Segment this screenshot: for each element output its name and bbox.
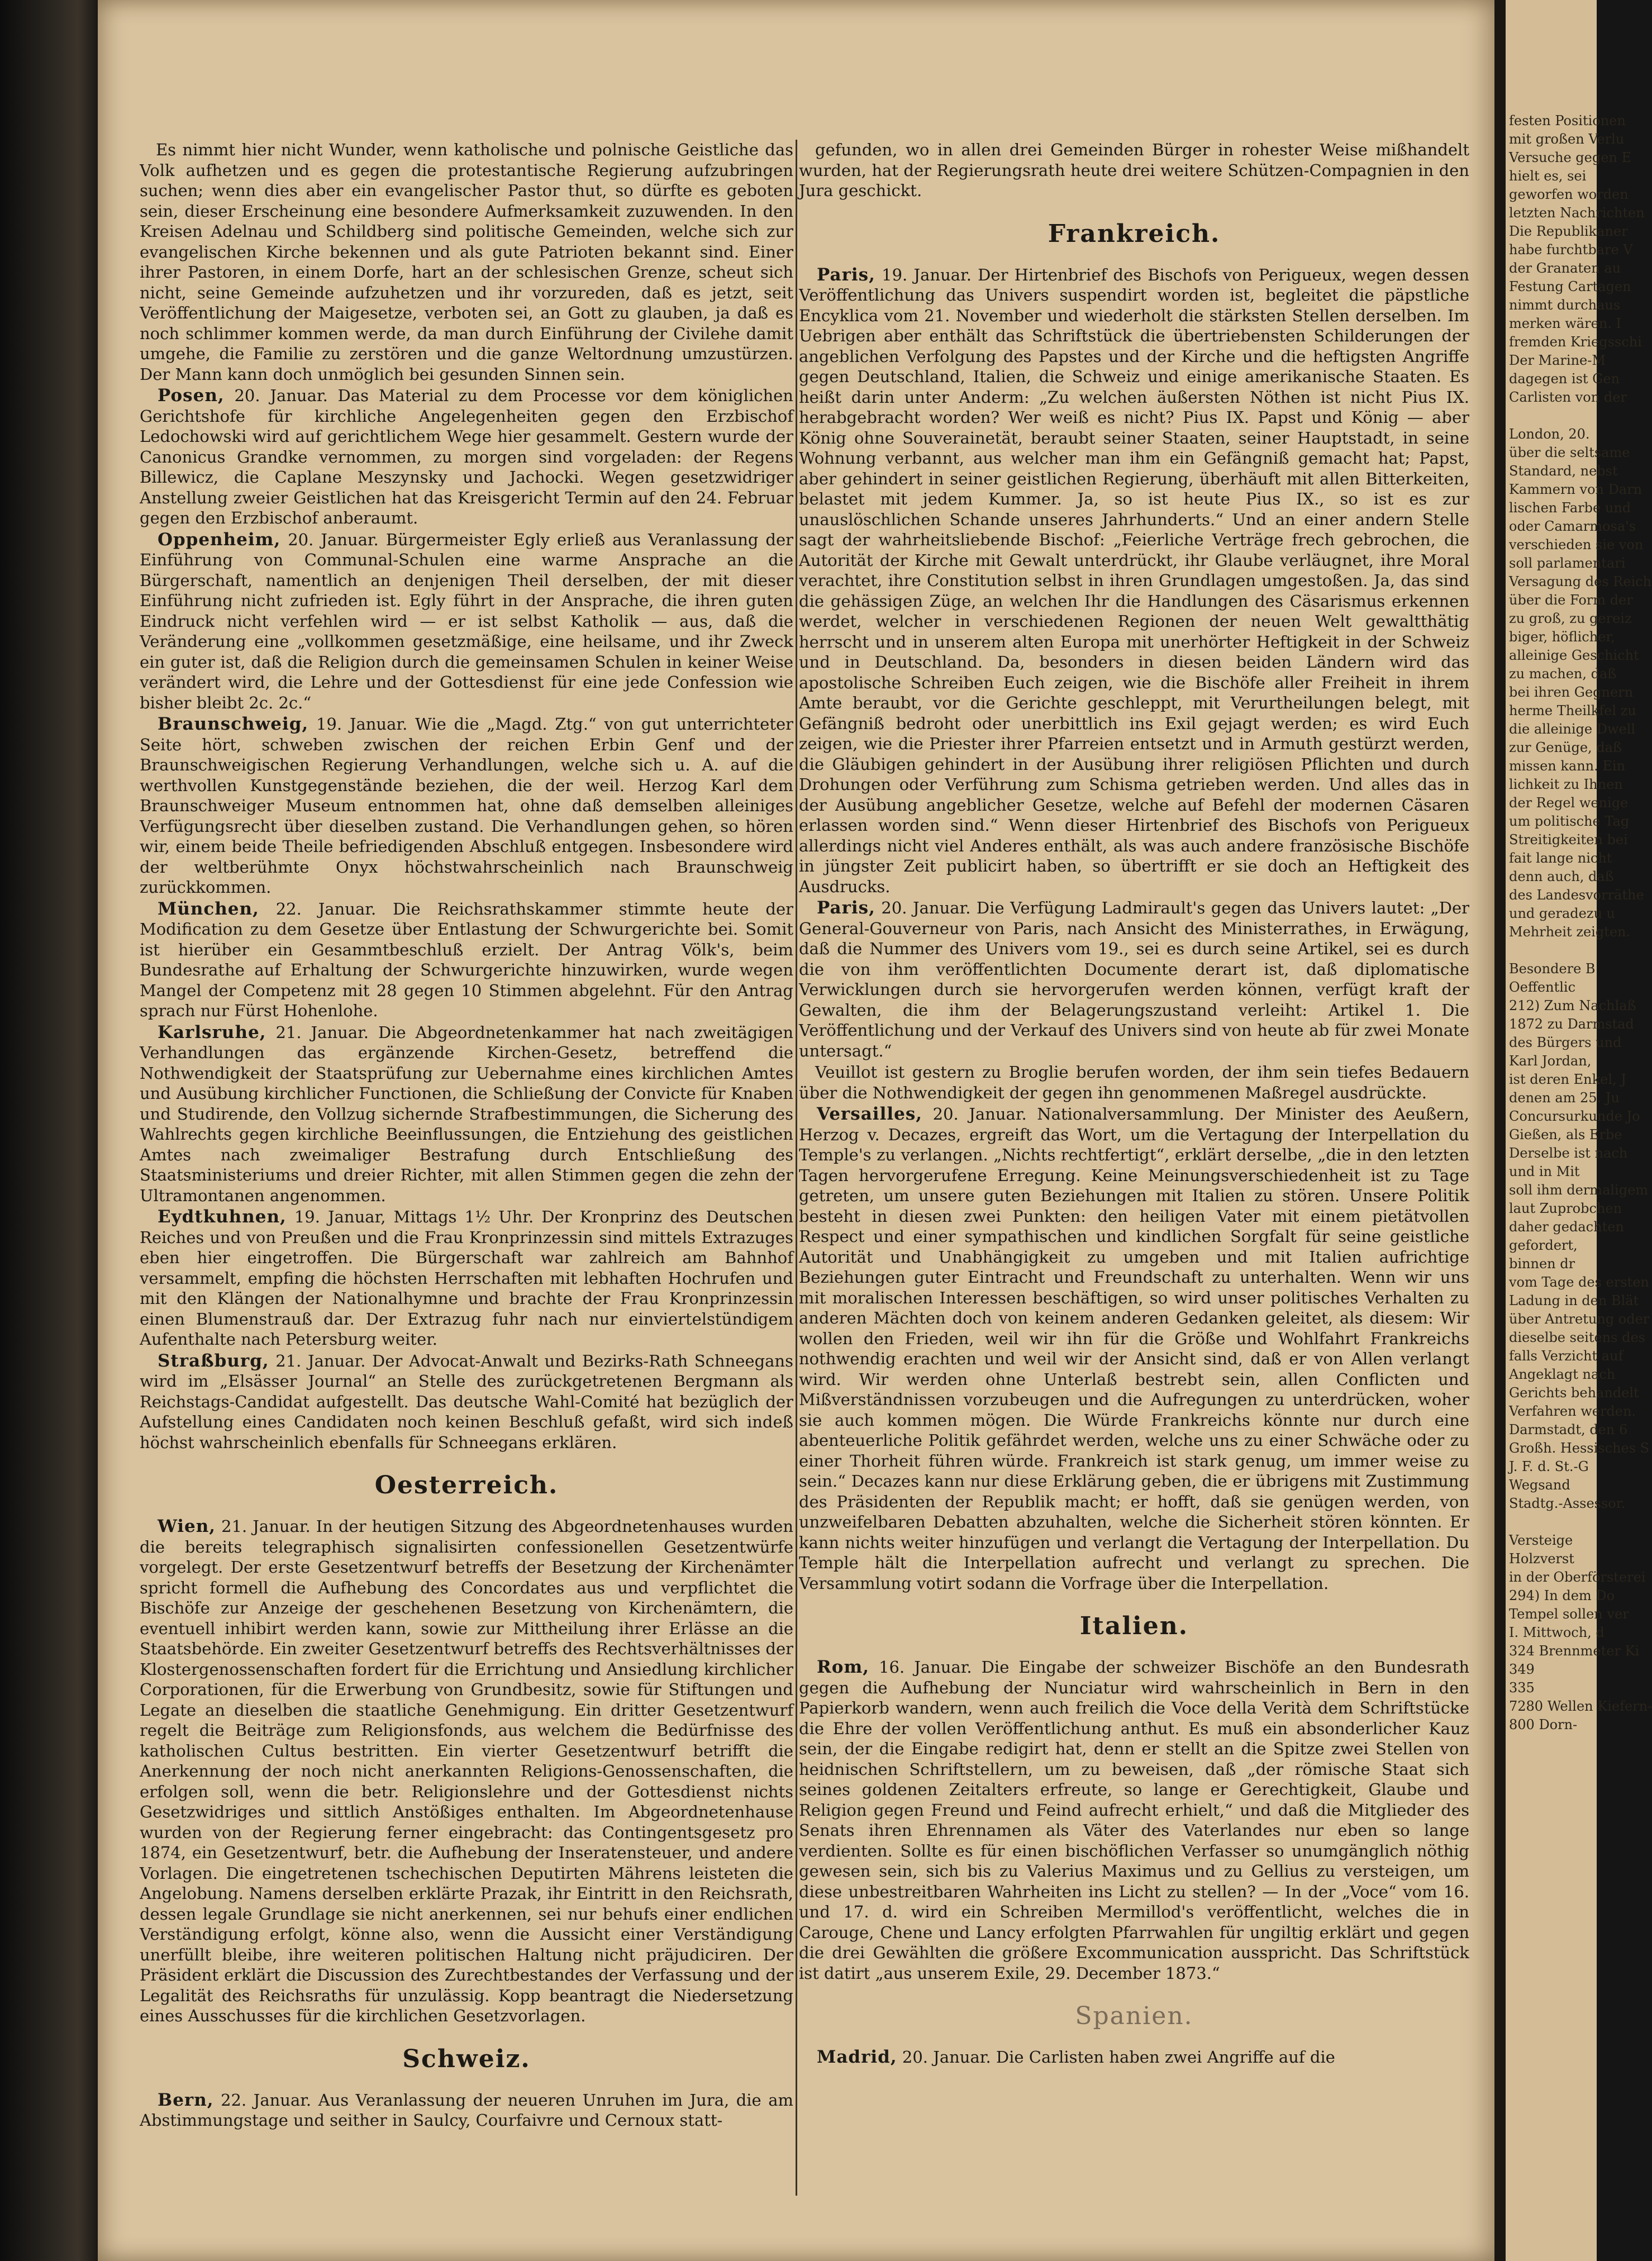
facing-page-line: Versagung des Reich	[1509, 574, 1652, 589]
section-heading: Spanien.	[1075, 2002, 1193, 2030]
facing-page-line: merken wären. I	[1509, 316, 1621, 331]
facing-page-line: nimmt durchaus	[1509, 297, 1621, 313]
news-article	[140, 2090, 793, 2131]
article-body: 21. Januar. Der Advocat-Anwalt und Bezirks-Rath Schneegans wird im „Elsässer Journal“ an Stelle des zurückgetretenen Bergmann als Reichstags-Candidat aufgestellt. Das deutsche Wahl-Comité hat bezüglich der Aufstellung eines Candidaten noch keinen Beschluß gefaßt, wird sich indeß höchst wahrscheinlich ebenfalls für Schneegans erklären.	[140, 1351, 793, 1452]
facing-page-line: herme Theilkfel zu	[1509, 703, 1636, 718]
facing-page-line: Angeklagt nach	[1509, 1367, 1616, 1382]
facing-page-line: Holzverst	[1509, 1551, 1574, 1567]
facing-page-line: Wegsand	[1509, 1477, 1570, 1493]
facing-page-line: missen kann. Ein	[1509, 758, 1626, 774]
article-body: 20. Januar. Das Material zu dem Processe vor dem königlichen Gerichtshofe für kirchliche Angelegenheiten gegen den Erzbischof Ledochowski wird auf gerichtlichem Wege hier gesammelt. Gestern wurde der Canonicus Grandke vernommen, zu morgen sind vorgeladen: der Regens Billewicz, die Caplane Meszynsky und Jachocki. Wegen gesetzwidriger Anstellung zweier Geistlichen hat das Kreisgericht Termin auf den 24. Februar gegen den Erzbischof anberaumt.	[140, 386, 793, 527]
facing-page-line: Gerichts behandelt	[1509, 1385, 1639, 1401]
article-body: 22. Januar. Aus Veranlassung der neueren Unruhen im Jura, die am Abstimmungstage und seither in Saulcy, Courfaivre und Cernoux statt-	[140, 2090, 793, 2130]
article-body: 21. Januar. In der heutigen Sitzung des Abgeordnetenhauses wurden die bereits telegraphisch signalisirten confessionellen Gesetzentwürfe vorgelegt. Der erste Gesetzentwurf betreffs der Besetzung der Kirchenämter spricht formell die Aufhebung des Concordates aus und verpflichtet die Bischöfe zur Anzeige der geschehenen Besetzung von Kirchenämtern, die eventuell inhibirt werden kann, sowie zur Mittheilung ihrer Erlässe an die Staatsbehörde. Ein zweiter Gesetzentwurf betreffs des Rechtsverhältnisses der Klostergenossenschaften fordert für die Errichtung und Ansiedlung kirchlicher Corporationen, für die Erwerbung von Grundbesitz, sowie für Stiftungen und Legate an dieselben die staatliche Genehmigung. Ein dritter Gesetzentwurf regelt die Beiträge zum Religionsfonds, aus welchem die Bedürfnisse des katholischen Cultus bestritten. Ein vierter Gesetzentwurf betrifft die Anerkennung der noch nicht anerkannten Religions-Genossenschaften, die erfolgen soll, wenn die betr. Religionslehre und der Gottesdienst nichts Gesetzwidriges und sittlich Anstößiges enthalten. Im Abgeordnetenhause wurden von der Regierung ferner eingebracht: das Contingentsgesetz pro 1874, ein Gesetzentwurf, betr. die Aufhebung der Inseratensteuer, und andere Vorlagen. Die eingetretenen tschechischen Deputirten Mährens leisteten die Angelobung. Namens derselben erklärte Prazak, ihr Eintritt in den Reichsrath, dessen legale Grundlage sie nicht anerkennen, sei nur behufs einer endlichen Verständigung erfolgt, könne also, wenn die Aussicht einer Verständigung unerfüllt bleibe, ihre weiteren politischen Haltung nicht präjudiciren. Der Präsident erklärt die Discussion des Zurechtbestandes der Verfassung und der Legalität des Reichsraths für unzulässig. Kopp beantragt die Niedersetzung eines Ausschusses für die kirchlichen Gesetzvorlagen.	[140, 1517, 793, 2025]
facing-page-line: falls Verzicht auf	[1509, 1348, 1624, 1364]
article-dateline: Rom,	[799, 1657, 870, 1677]
facing-page-line: lichkeit zu Ihnen	[1509, 777, 1623, 792]
facing-page-line: vom Tage des ersten	[1509, 1274, 1649, 1290]
facing-page-line: Standard, nebst	[1509, 463, 1618, 479]
facing-page-line: zur Genüge, daß	[1509, 740, 1622, 755]
facing-page-line: geworfen worden	[1509, 187, 1629, 202]
facing-page-line: hielt es, sei	[1509, 168, 1587, 184]
facing-page-line: Oeffentlic	[1509, 979, 1576, 995]
facing-page-line: London, 20.	[1509, 426, 1590, 442]
article-dateline: Versailles,	[799, 1104, 923, 1124]
article-body: 21. Januar. Die Abgeordnetenkammer hat nach zweitägigen Verhandlungen das ergänzende Kirchen-Gesetz, betreffend die Nothwendigkeit der Staatsprüfung zur Uebernahme eines kirchlichen Amtes und Ausübung kirchlicher Functionen, die Schließung der Convicte für Knaben und Studirende, den Vollzug sichernde Strafbestimmungen, die Sicherung des Wahlrechts gegen kirchliche Beeinflussungen, die Entziehung des geistlichen Amtes nach zweimaliger Bestrafung durch Entschließung des Staatsministeriums und dreier Richter, mit allen Stimmen gegen die zehn der Ultramontanen angenommen.	[140, 1022, 793, 1205]
article-dateline: München,	[140, 898, 259, 919]
facing-page-line: der Granaten au	[1509, 260, 1621, 276]
right-text-column	[799, 140, 1469, 2196]
news-article	[140, 385, 793, 529]
facing-page-line	[1509, 407, 1598, 425]
facing-page-line: denen am 25. Ju	[1509, 1090, 1620, 1106]
facing-page-line: Gießen, als Erbe	[1509, 1127, 1622, 1143]
facing-page-line: festen Positionen	[1509, 113, 1626, 128]
facing-page-line: lischen Farbe und	[1509, 500, 1631, 516]
news-article	[140, 1516, 793, 2026]
news-article	[140, 1351, 793, 1453]
news-article	[140, 899, 793, 1021]
news-article	[140, 714, 793, 898]
facing-page-line: Kammern von Darn	[1509, 482, 1643, 497]
facing-page-line: über die seltsame	[1509, 445, 1630, 460]
facing-page-line: des Bürgers und	[1509, 1035, 1622, 1050]
article-dateline: Wien,	[140, 1516, 216, 1536]
article-dateline: Braunschweig,	[140, 714, 309, 734]
paragraph: Es nimmt hier nicht Wunder, wenn katholische und polnische Geistliche das Volk aufhetzen und es gegen die protestantische Regierung aufzubringen suchen; wenn dies aber ein evangelischer Pastor thut, so dürfte es geboten sein, dieser Erscheinung eine besondere Aufmerksamkeit zuzuwenden. In den Kreisen Adelnau und Schildberg sind politische Gemeinden, welche sich zur evangelischen Kirche bekennen und als gute Patrioten bekannt sind. Einer ihrer Pastoren, in einem Dorfe, hart an der schlesischen Grenze, scheut sich nicht, seine Gemeinde aufzuhetzen und ihr vorzureden, daß es jetzt, seit Veröffentlichung der Maigesetze, verboten sei, an Gott zu glauben, ja daß es noch schlimmer kommen werde, da man durch Einführung der Civilehe damit umgehe, die Familie zu zerstören und die ganze Weltordnung umzustürzen. Der Mann kann doch unmöglich bei gesunden Sinnen sein.	[140, 140, 793, 384]
facing-page-line: Großh. Hessisches S	[1509, 1440, 1650, 1456]
article-body: 16. Januar. Die Eingabe der schweizer Bischöfe an den Bundesrath gegen die Aufhebung der Nunciatur wird wahrscheinlich in Bern in den Papierkorb wandern, wenn auch freilich die Voce della Verità dem Schriftstücke die Ehre der vollen Veröffentlichung anthut. Es muß ein absonderlicher Kauz sein, der die Eingabe redigirt hat, denn er stellt an die Spitze zwei Stellen von heidnischen Schriftstellern, um zu beweisen, daß „der römische Staat sich seines goldenen Zeitalters erfreute, so lange er Gerechtigkeit, Glaube und Religion gegen Freund und Feind aufrecht erhielt,“ und daß die Mitglieder des Senats ihren Ehrennamen als Väter des Vaterlandes nur eben so lange verdienten. Sollte es für einen bischöflichen Verfasser so unumgänglich nöthig gewesen sein, sich bis zu Valerius Maximus und zu Gellius zu versteigen, um diese unbestreitbaren Wahrheiten ins Licht zu stellen? — In der „Voce“ vom 16. und 17. d. wird ein Schreiben Mermillod's veröffentlicht, welches die in Carouge, Chene und Lancy erfolgten Pfarrwahlen für ungiltig erklärt und gegen die drei Gewählten die größere Excommunication ausspricht. Das Schriftstück ist datirt „aus unserem Exile, 29. December 1873.“	[799, 1658, 1469, 1983]
article-dateline: Paris,	[799, 898, 875, 918]
facing-page-line: ist deren Enkel, J	[1509, 1072, 1626, 1087]
facing-page-line: alleinige Geschicht	[1509, 648, 1639, 663]
facing-page-line: soll ihm dermaligem	[1509, 1182, 1649, 1198]
facing-page-line: über die Form der	[1509, 592, 1633, 608]
article-dateline: Karlsruhe,	[140, 1022, 266, 1043]
news-article	[799, 1104, 1469, 1593]
facing-page-line: Darmstadt, den 6	[1509, 1422, 1628, 1437]
paragraph: gefunden, wo in allen drei Gemeinden Bürger in rohester Weise mißhandelt wurden, hat der Regierungsrath heute drei weitere Schützen-Compagnien in den Jura geschickt.	[799, 140, 1469, 200]
article-dateline: Posen,	[140, 385, 225, 406]
facing-page-text	[1509, 112, 1652, 1734]
facing-page-line: Versteige	[1509, 1532, 1573, 1548]
facing-page-line	[1509, 941, 1598, 960]
facing-page-line: Versuche gegen E	[1509, 150, 1632, 165]
facing-page-line: Besondere B	[1509, 961, 1596, 977]
article-dateline: Bern,	[140, 2089, 214, 2110]
facing-page-line: fait lange nicht	[1509, 850, 1612, 866]
facing-page-line: verschieden sie von	[1509, 537, 1644, 553]
facing-page-line: biger, höflicher,	[1509, 629, 1615, 645]
facing-page-line: binnen dr	[1509, 1256, 1575, 1272]
article-dateline: Madrid,	[799, 2047, 897, 2067]
facing-page-line: oder Camarmosa's	[1509, 518, 1636, 534]
article-body: 19. Januar, Mittags 1½ Uhr. Der Kronprinz des Deutschen Reiches und von Preußen und die Frau Kronprinzessin sind mittels Extrazuges eben hier eingetroffen. Die Bürgerschaft war zahlreich am Bahnhof versammelt, empfing die höchsten Herrschaften mit lebhaften Hochrufen und mit den Klängen der Nationalhymne und brachte der Frau Kronprinzessin einen Blumenstrauß dar. Der Extrazug fuhr nach nur einviertelstündigem Aufenthalte nach Petersburg weiter.	[140, 1207, 793, 1349]
facing-page-line: Tempel sollen ver	[1509, 1606, 1629, 1622]
facing-page-line: zu groß, zu gereiz	[1509, 611, 1632, 626]
facing-page-line: Der Marine-M	[1509, 353, 1606, 368]
news-article	[799, 2047, 1469, 2068]
facing-page-line: des Landesvorräthe	[1509, 887, 1644, 903]
news-article	[140, 1207, 793, 1350]
left-text-column	[140, 140, 793, 2196]
facing-page-line: der Regel wenige	[1509, 795, 1629, 811]
facing-page-line: Mehrheit zeigten.	[1509, 924, 1631, 940]
facing-page-line: bei ihren Gegnern	[1509, 684, 1634, 700]
facing-page-line: über Antretung oder	[1509, 1311, 1650, 1327]
news-article	[799, 898, 1469, 1061]
section-heading: Oesterreich.	[374, 1471, 559, 1500]
article-body: 22. Januar. Die Reichsrathskammer stimmte heute der Modification zu dem Gesetze über Entlastung der Schwurgerichte bei. Somit ist hierüber ein Gesammtbeschluß erzielt. Der Antrag Völk's, beim Bundesrathe auf Erhaltung der Schwurgerichte hinzuwirken, wurde wegen Mangel der Competenz mit 28 gegen 10 Stimmen abgelehnt. Für den Antrag sprach nur Fürst Hohenlohe.	[140, 899, 793, 1020]
facing-page-line: in der Oberförsterei	[1509, 1569, 1646, 1585]
facing-page-line: mit großen Verlu	[1509, 131, 1625, 147]
news-article	[140, 1022, 793, 1206]
facing-page-line: 349	[1509, 1662, 1535, 1677]
facing-page-line: 800 Dorn-	[1509, 1717, 1578, 1732]
facing-page-line: laut Zuprobchen	[1509, 1201, 1622, 1216]
facing-page-line: um politische Tag	[1509, 813, 1630, 829]
facing-page-line	[1509, 1513, 1598, 1531]
facing-page-line: dagegen ist Gen	[1509, 371, 1620, 387]
facing-page-line: J. F. d. St.-G	[1509, 1459, 1589, 1474]
facing-page-line: zu machen, daß	[1509, 666, 1617, 682]
column-divider	[796, 140, 797, 2196]
left-binding-edge	[0, 0, 98, 2261]
news-article	[799, 265, 1469, 897]
facing-page-line: Verfahren werden.	[1509, 1403, 1636, 1419]
facing-page-line: und geradezu u	[1509, 906, 1616, 921]
facing-page-line: denn auch, daß	[1509, 869, 1614, 884]
article-body: 20. Januar. Die Carlisten haben zwei Angriffe auf die	[897, 2048, 1335, 2067]
facing-page-line: Derselbe ist nach	[1509, 1145, 1628, 1161]
facing-page-line: Carlisten von der	[1509, 389, 1627, 405]
article-dateline: Paris,	[799, 264, 875, 285]
news-article	[140, 530, 793, 713]
facing-page-line: Die Republikaner	[1509, 223, 1628, 239]
facing-page-line: fremden Kriegsschi	[1509, 334, 1642, 350]
facing-page-line: habe furchtbare V	[1509, 242, 1633, 258]
facing-page-line: Concursurkunde Jo	[1509, 1108, 1640, 1124]
article-body: 20. Januar. Nationalversammlung. Der Minister des Aeußern, Herzog v. Decazes, ergreift das Wort, um die Vertagung der Interpellation du Temple's zu verlangen. „Nichts rechtfertigt“, erklärt derselbe, „die in den letzten Tagen hervorgerufene Erregung. Keine Meinungsverschiedenheit ist zu Tage getreten, um unsere guten Beziehungen mit Italien zu stören. Unsere Politik besteht in diesen zwei Punkten: den heiligen Vater mit einem pietätvollen Respect und einer sympathischen und kindlichen Sorgfalt für seine geistliche Autorität und Unabhängigkeit zu umgeben und mit Italien aufrichtige Beziehungen guter Eintracht und Freundschaft zu unterhalten. Wenn wir uns mit moralischen Interessen beschäftigen, so wird unser politisches Verhalten zu anderen Mächten doch von keinem anderen Gedanken geleitet, als diesem: Wir wollen den Frieden, weil wir ihn für die Größe und Wohlfahrt Frankreichs nothwendig erachten und weil wir der Ansicht sind, daß er von Allen verlangt wird. Wir werden ohne Unterlaß bestrebt sein, allen Conflicten und Mißverständnissen vorzubeugen und die Aufregungen zu unterdrücken, woher sie auch kommen mögen. Die Würde Frankreichs könnte nur durch eine abenteuerliche Politik gefährdet werden, welche uns zu einer Schwäche oder zu einer Thorheit führen würde. Frankreich ist stark genug, um immer weise zu sein.“ Decazes kann nur diese Erklärung geben, die er übrigens mit Zustimmung des Präsidenten der Republik macht; er hofft, daß sie genügen werden, von unzweifelbaren Debatten abzuhalten, welche die Sicherheit stören könnten. Er kann nichts weiter hinzufügen und verlangt die Vertagung der Interpellation. Du Temple hält die Interpellation aufrecht und verlangt zu sprechen. Die Versammlung votirt sodann die Vorfrage über die Interpellation.	[799, 1105, 1469, 1593]
facing-page-line: Ladung in den Blät	[1509, 1293, 1639, 1308]
section-heading: Frankreich.	[1048, 219, 1221, 248]
article-dateline: Oppenheim,	[140, 529, 281, 550]
article-body: 19. Januar. Der Hirtenbrief des Bischofs von Perigueux, wegen dessen Veröffentlichung das Univers suspendirt worden ist, begleitet die päpstliche Encyklica vom 21. November und wiederholt die stärksten Stellen derselben. Im Uebrigen aber enthält das Schriftstück die übertriebensten Schilderungen der angeblichen Verfolgung des Papstes und der Kirche und die heftigsten Angriffe gegen Deutschland, Italien, die Schweiz und einige amerikanische Staaten. Es heißt darin unter Anderm: „Zu welchen äußersten Nöthen ist nicht Pius IX. herabgebracht worden? Wer weiß es nicht? Pius IX. Papst und König — aber König ohne Souverainetät, beraubt seiner Staaten, seiner Hauptstadt, in seine Wohnung verbannt, aus welcher man ihm ein Gefängniß gemacht hat; Papst, aber gehindert in seiner geistlichen Regierung, überhäuft mit allen Bitterkeiten, belastet mit jedem Kummer. Ja, so ist heute Pius IX., so ist es zur unauslöschlichen Schande unseres Jahrhunderts.“ Und an einer andern Stelle sagt der wahrheitsliebende Bischof: „Feierliche Verträge frech gebrochen, die Autorität der Kirche mit Gewalt unterdrückt, ihr Glaube verläugnet, ihre Moral verachtet, ihre Constitution selbst in ihren Grundlagen umgestoßen. Ja, das sind die gehässigen Züge, an welchen Ihr die Handlungen des Cäsarismus erkennen werdet, welcher in verschiedenen Regionen der neuen Welt gewaltthätig herrscht und in unserem alten Europa mit unerhörter Heftigkeit in der Schweiz und in Deutschland. Da, besonders in diesen beiden Ländern wird das apostolische Schreiben Euch zeigen, wie die Bischöfe aller Freiheit in ihrem Amte beraubt, vor die Gerichte geschleppt, mit Verurtheilungen belegt, mit Gefängniß bedroht oder unerbittlich ins Exil gejagt werden; es wird Euch zeigen, wie die Priester ihrer Pfarreien entsetzt und in Armuth gestürzt werden, die Gläubigen gehindert in der Ausübung ihrer religiösen Pflichten und durch Drohungen oder Verführung zum Schisma getrieben werden. Und alles das in der Ausübung angeblicher Gesetze, welche auf Befehl der modernen Cäsaren erlassen worden sind.“ Wenn dieser Hirtenbrief des Bischofs von Perigueux allerdings nicht viel Anderes enthält, als was auch andere französische Bischöfe in jüngster Zeit publicirt haben, so übertrifft er sie doch an Heftigkeit des Ausdrucks.	[799, 265, 1469, 896]
facing-page-line: die alleinige Dwell	[1509, 721, 1636, 737]
facing-page-line: Festung Cartagen	[1509, 279, 1631, 294]
facing-page-line: 212) Zum Nachlaß	[1509, 998, 1636, 1013]
facing-page-line: Stadtg.-Assessor.	[1509, 1496, 1626, 1511]
article-dateline: Straßburg,	[140, 1350, 269, 1371]
article-dateline: Eydtkuhnen,	[140, 1207, 287, 1227]
facing-page-line: und in Mit	[1509, 1164, 1580, 1179]
facing-page-line: I. Mittwoch, d	[1509, 1625, 1605, 1640]
facing-page-line: dieselbe seitens des	[1509, 1330, 1645, 1345]
section-heading: Schweiz.	[402, 2044, 531, 2073]
facing-page-line: 7280 Wellen Kiefern-	[1509, 1698, 1652, 1714]
facing-page-line: 335	[1509, 1680, 1535, 1696]
facing-page-line: 294) In dem Do	[1509, 1588, 1615, 1603]
facing-page-line: 1872 zu Darmstad	[1509, 1016, 1634, 1032]
facing-page-line: Karl Jordan,	[1509, 1053, 1592, 1069]
article-body: 20. Januar. Die Verfügung Ladmirault's gegen das Univers lautet: „Der General-Gouverneur von Paris, nach Ansicht des Ministerrathes, in Erwägung, daß die Nummer des Univers vom 19., sei es durch seine Artikel, sei es durch die von ihm veröffentlichten Documente derart ist, daß diplomatische Verwicklungen durch sie hervorgerufen werden können, verfügt kraft der Gewalten, die ihm der Belagerungszustand verleiht: Artikel 1. Die Veröffentlichung und der Verkauf des Univers sind von heute ab für zwei Monate untersagt.“	[799, 898, 1469, 1060]
paragraph: Veuillot ist gestern zu Broglie berufen worden, der ihm sein tiefes Bedauern über die Nothwendigkeit der gegen ihn genommenen Maßregel ausdrückte.	[799, 1063, 1469, 1102]
facing-page-line: gefordert,	[1509, 1237, 1578, 1253]
center-binding-gutter	[1494, 0, 1506, 2261]
article-body: 20. Januar. Bürgermeister Egly erließ aus Veranlassung der Einführung von Communal-Schulen eine warme Ansprache an die Bürgerschaft, namentlich an denjenigen Theil derselben, der mit dieser Einführung nicht zufrieden ist. Egly führt in der Ansprache, die ihren guten Eindruck nicht verfehlen wird — er ist selbst Katholik — aus, daß die Veränderung eine „vollkommen gesetzmäßige, eine heilsame, und ihr Zweck ein guter ist, daß die Religion durch die gemeinsamen Schulen in keiner Weise verändert wird, die Lehre und der Gottesdienst für eine jede Confession wie bisher bleibt 2c. 2c.“	[140, 530, 793, 712]
facing-page-line: soll parlamentari	[1509, 555, 1626, 571]
article-body: 19. Januar. Wie die „Magd. Ztg.“ von gut unterrichteter Seite hört, schweben zwischen der reichen Erbin Genf und der Braunschweigischen Regierung Verhandlungen, welche sich u. A. auf die werthvollen Kunstgegenstände beziehen, die der weil. Herzog Karl dem Braunschweiger Museum entnommen hat, ohne daß demselben alleiniges Verfügungsrecht über dieselben zustand. Die Verhandlungen gehen, so hören wir, einem beide Theile befriedigenden Abschluß entgegen. Insbesondere wird der weltberühmte Onyx höchstwahrscheinlich nach Braunschweig zurückkommen.	[140, 715, 793, 897]
facing-page-edge	[1506, 0, 1652, 2261]
facing-page-line: 324 Brennmeter Ki	[1509, 1643, 1640, 1659]
facing-page-line: letzten Nachrichten	[1509, 205, 1645, 221]
section-heading: Italien.	[1079, 1612, 1189, 1640]
facing-page-line: Streitigkeiten bei	[1509, 832, 1628, 848]
news-article	[799, 1657, 1469, 1983]
facing-page-line: daher gedachten	[1509, 1219, 1624, 1235]
